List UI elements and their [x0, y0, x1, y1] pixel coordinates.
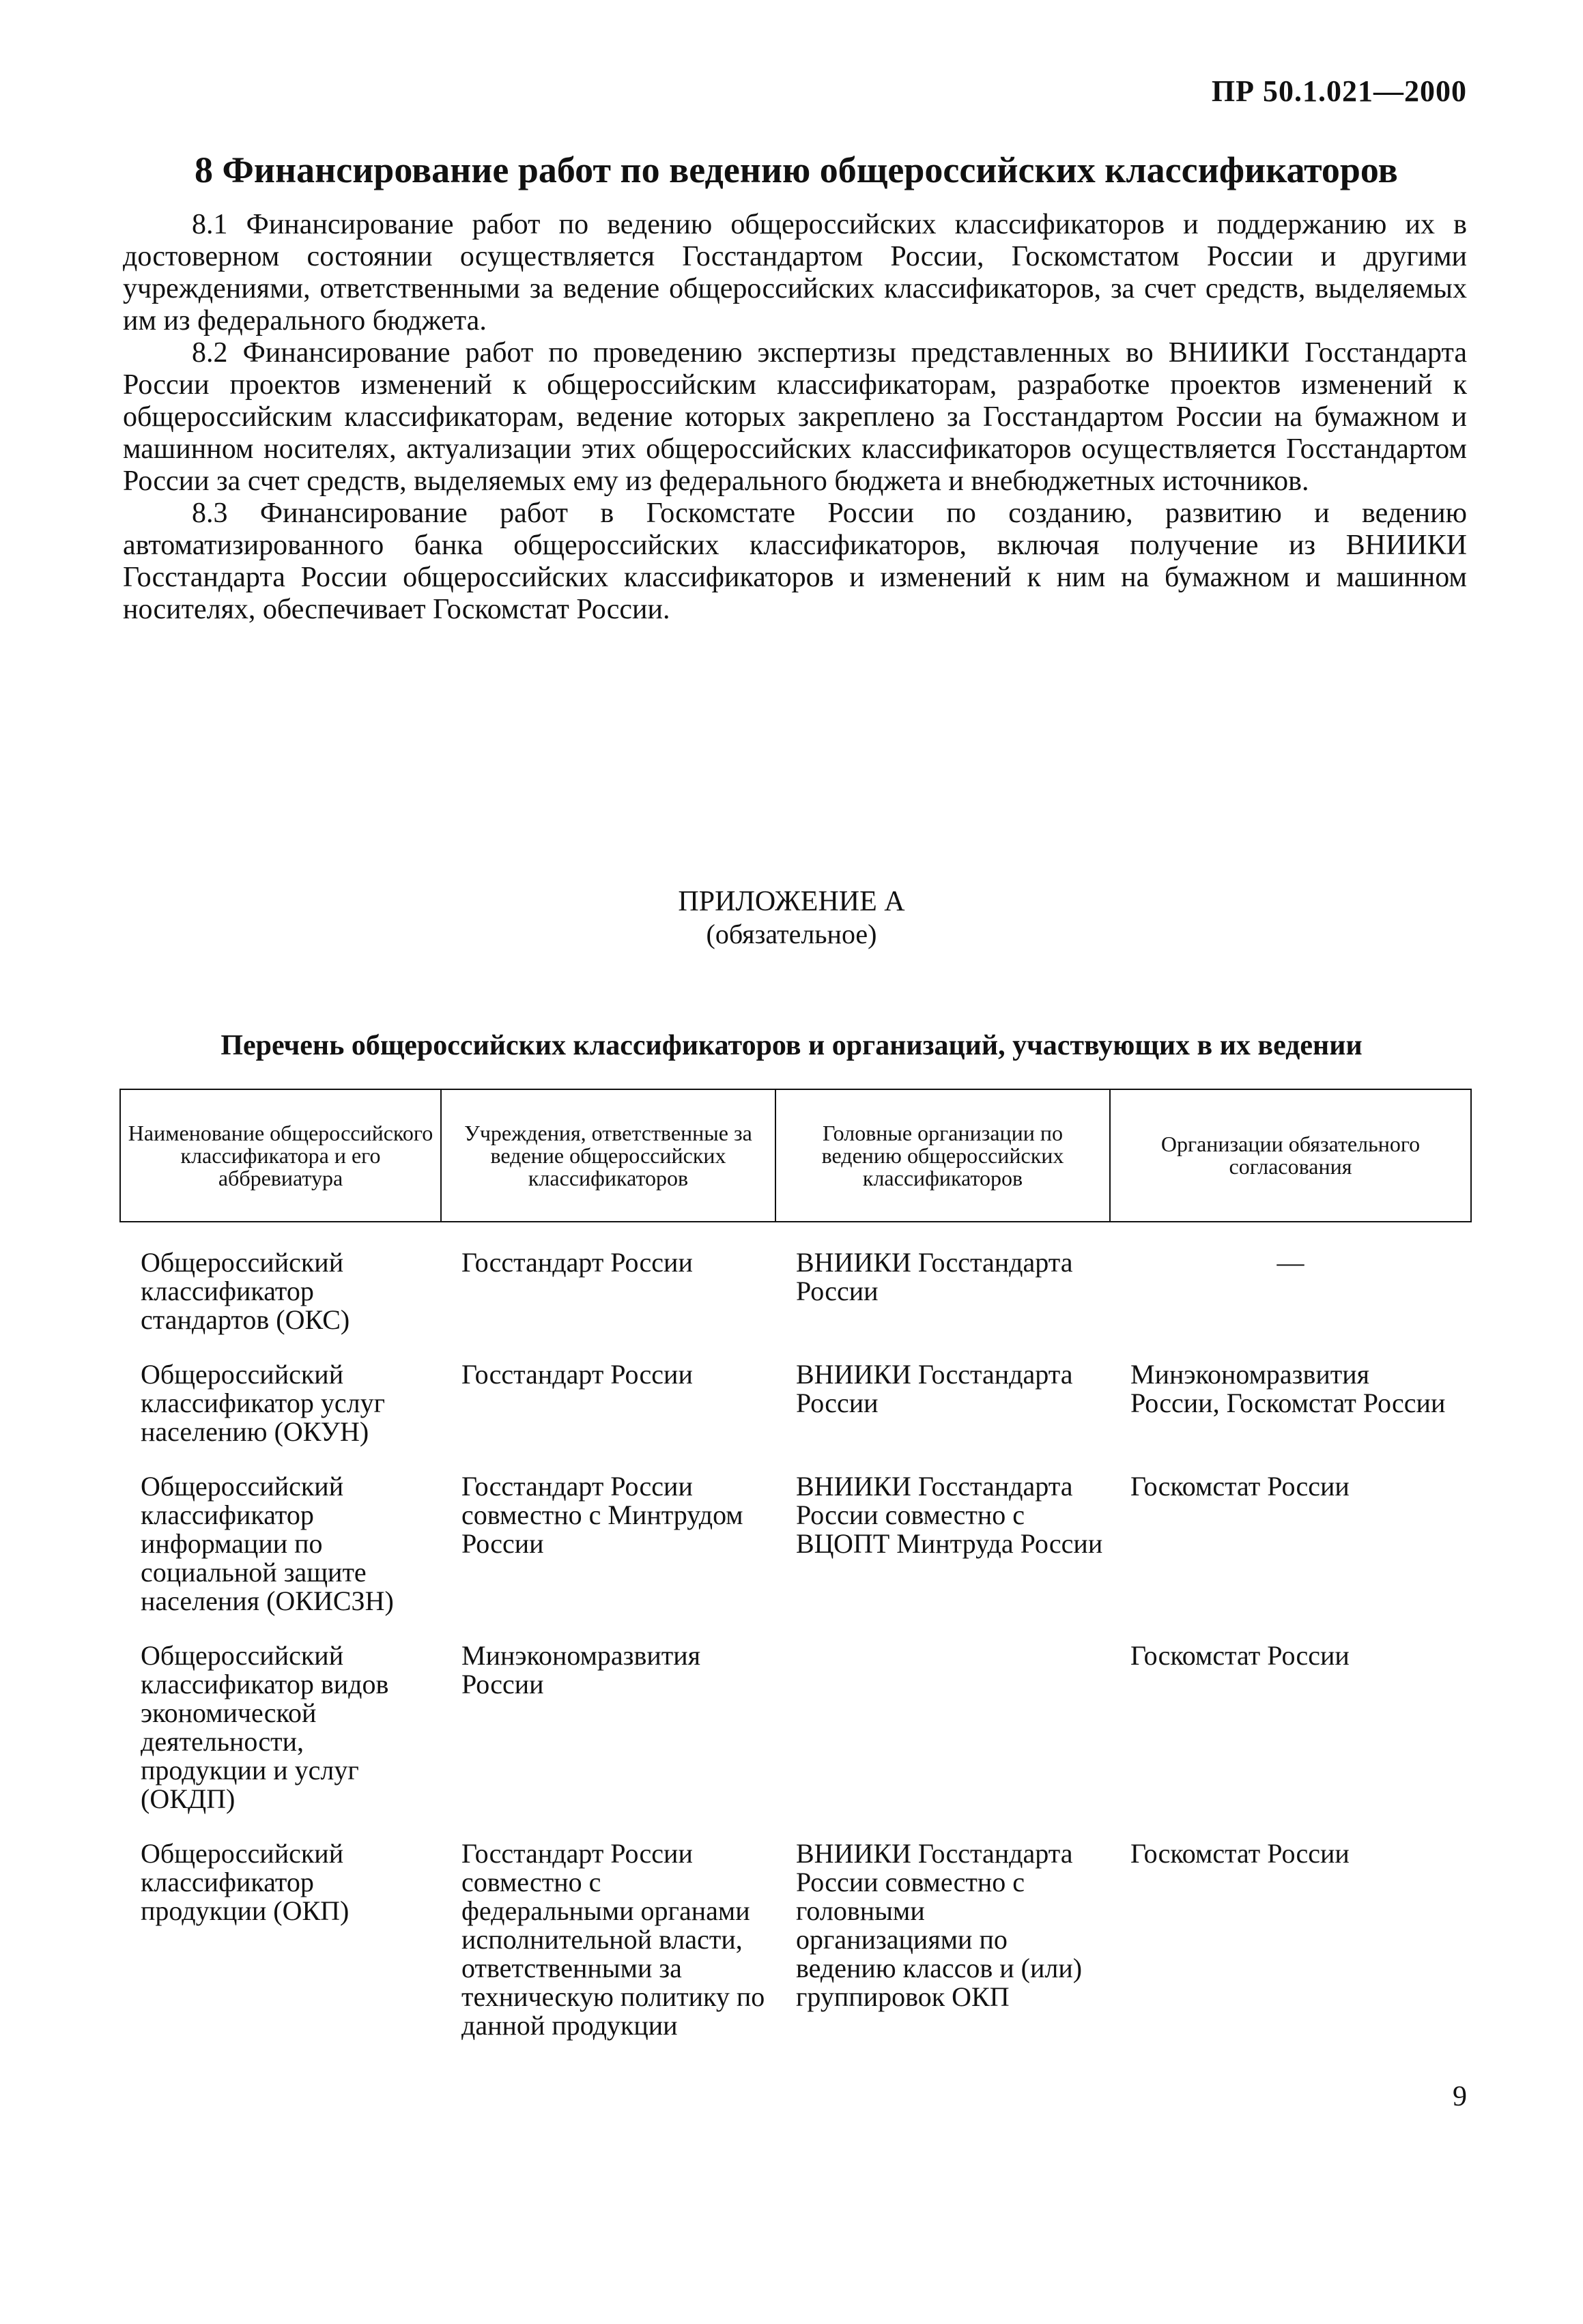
table-cell: ВНИИКИ Госстандарта России совместно с ВЦОПТ Минтруда России: [796, 1471, 1103, 1559]
table-cell: Госстандарт России совместно с Минтрудом России: [461, 1471, 743, 1559]
table-title: Перечень общероссийских классификаторов и организаций, участвующих в их ведении: [220, 1030, 1363, 1061]
column-header: Головные организации по ведению общероссийских классификаторов: [775, 1089, 1110, 1222]
classifiers-table: [119, 1089, 1472, 2040]
appendix-subtitle: (обязательное): [706, 919, 877, 949]
document-code: ПР 50.1.021—2000: [1211, 74, 1467, 108]
table-row: [120, 1472, 1471, 1616]
section-body: [123, 209, 1467, 626]
table-cell: Минэкономразвития России, Госкомстат России: [1130, 1359, 1446, 1418]
table-cell: Госкомстат России: [1130, 1471, 1350, 1502]
table-cell: Госкомстат России: [1130, 1838, 1350, 1869]
paragraph-8-3: 8.3 Финансирование работ в Госкомстате России по созданию, развитию и ведению автоматизированного банка общероссийских классификаторов, включая получение из ВНИИКИ Госстандарта России общероссийских классификаторов и изменений к ним на бумажном и машинном носителях, обеспечивает Госкомстат России.: [123, 498, 1467, 625]
table-cell: Общероссийский классификатор информации по социальной защите населения (ОКИСЗН): [141, 1471, 394, 1616]
table-row: [120, 1641, 1471, 1813]
table-cell: Общероссийский классификатор продукции (ОКП): [141, 1838, 350, 1926]
table-cell: Общероссийский классификатор услуг населению (ОКУН): [141, 1359, 386, 1447]
table-cell: Госстандарт России: [461, 1247, 693, 1278]
page-number: 9: [1453, 2081, 1467, 2112]
table-row: [120, 1248, 1471, 1334]
paragraph-8-2: 8.2 Финансирование работ по проведению экспертизы представленных во ВНИИКИ Госстандарта России проектов изменений к общероссийским классификаторам, разработке проектов изменений к общероссийским классификаторам, ведение которых закреплено за Госстандартом России на бумажном и машинном носителях, актуализации этих общероссийских классификаторов осуществляется Госстандартом России за счет средств, выделяемых ему из федерального бюджета и внебюджетных источников.: [123, 337, 1467, 497]
table-cell: Госстандарт России совместно с федеральными органами исполнительной власти, ответственными за техническую политику по данной продукции: [461, 1838, 765, 2041]
table-row: [120, 1360, 1471, 1446]
table-cell: Госстандарт России: [461, 1359, 693, 1390]
table-cell: Общероссийский классификатор видов экономической деятельности, продукции и услуг (ОКДП): [141, 1640, 389, 1814]
table-row: [120, 1839, 1471, 2040]
table-cell: Общероссийский классификатор стандартов (ОКС): [141, 1247, 350, 1335]
table-cell: Минэкономразвития России: [461, 1640, 701, 1699]
column-header: Наименование общероссийского классификатора и его аббревиатура: [120, 1089, 441, 1222]
table-cell: ВНИИКИ Госстандарта России совместно с головными организациями по ведению классов и (или) группировок ОКП: [796, 1838, 1083, 2012]
table-header-row: [120, 1089, 1471, 1222]
appendix-title: ПРИЛОЖЕНИЕ А: [678, 886, 905, 917]
table-cell: —: [1277, 1247, 1304, 1278]
column-header: Организации обязательного согласования: [1110, 1089, 1471, 1222]
paragraph-8-1: 8.1 Финансирование работ по ведению общероссийских классификаторов и поддержанию их в достоверном состоянии осуществляется Госстандартом России, Госкомстатом России и другими учреждениями, ответственными за ведение общероссийских классификаторов, за счет средств, выделяемых им из федерального бюджета.: [123, 209, 1467, 336]
section-heading: 8 Финансирование работ по ведению общероссийских классификаторов: [195, 149, 1398, 190]
table-cell: ВНИИКИ Госстандарта России: [796, 1247, 1073, 1306]
table-cell: [775, 1641, 1110, 1813]
table-cell: Госкомстат России: [1130, 1640, 1350, 1671]
table-cell: ВНИИКИ Госстандарта России: [796, 1359, 1073, 1418]
column-header: Учреждения, ответственные за ведение общероссийских классификаторов: [441, 1089, 775, 1222]
